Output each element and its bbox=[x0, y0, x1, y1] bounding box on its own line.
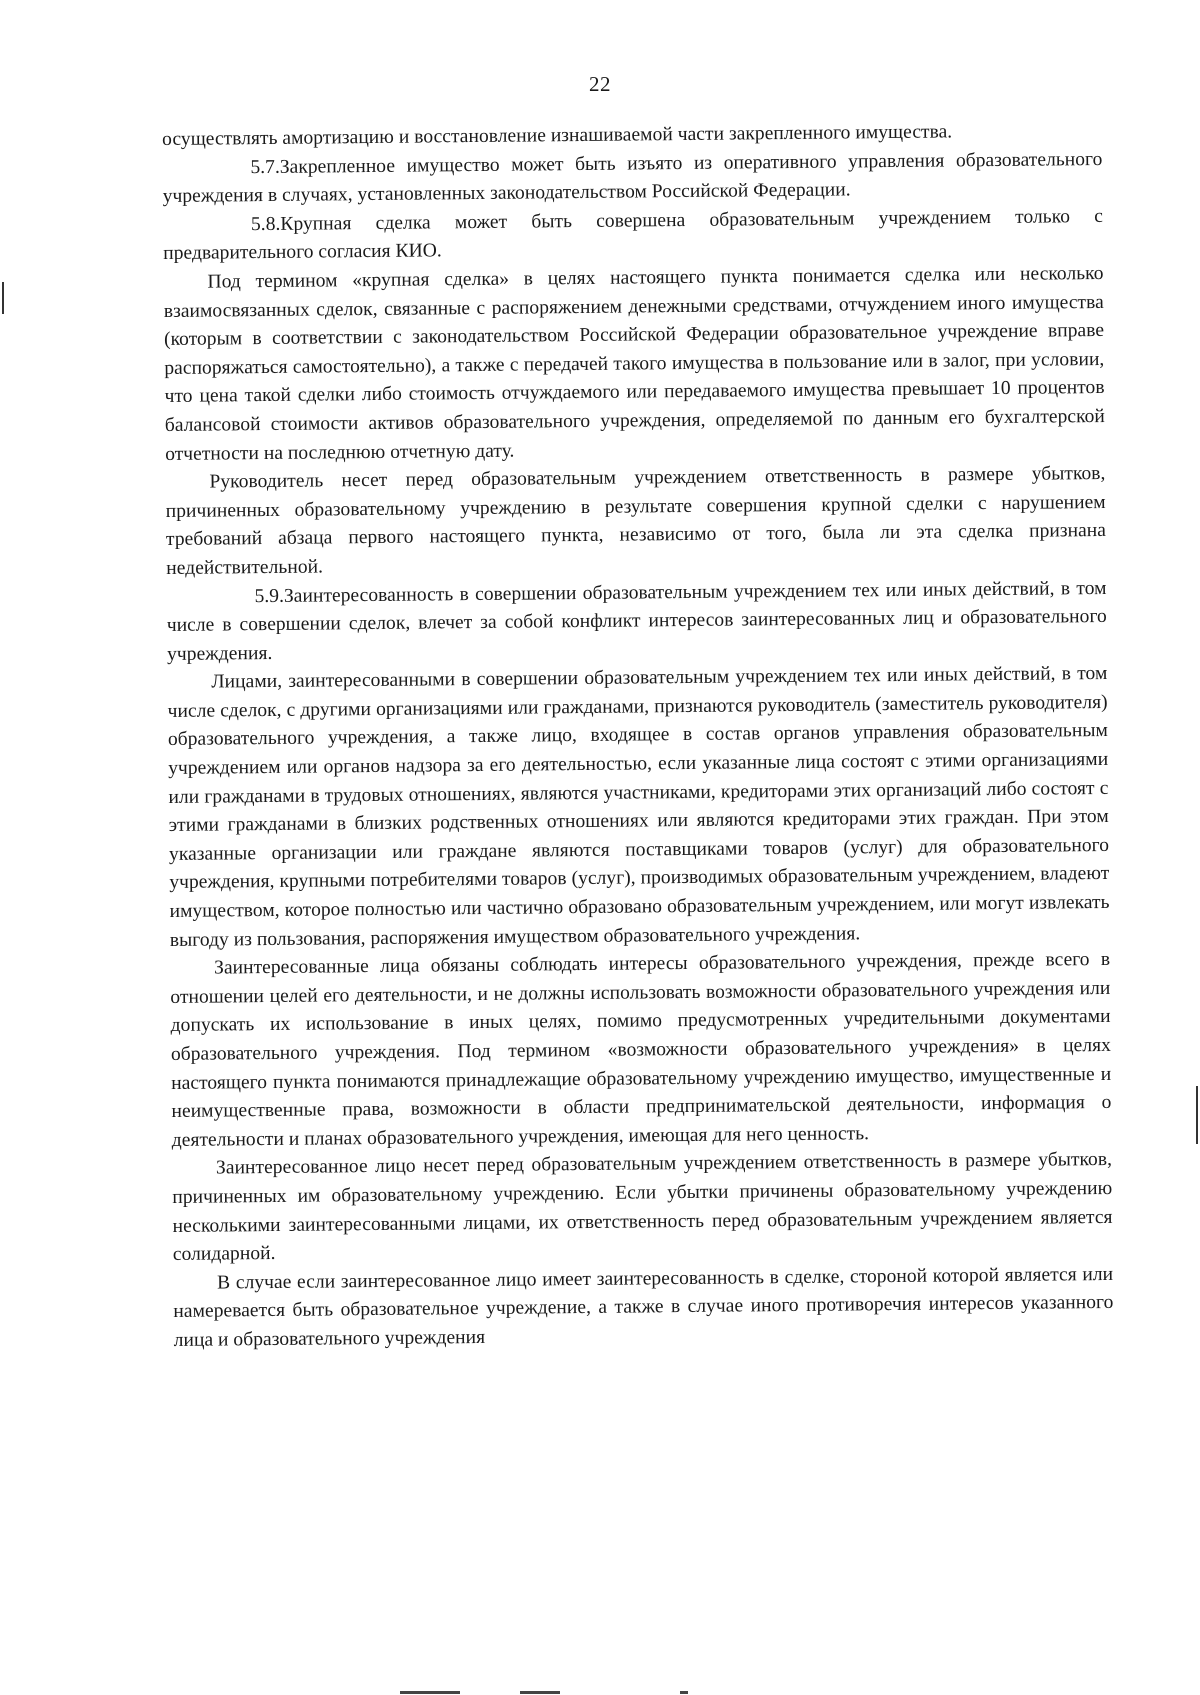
scan-artifact-right bbox=[1196, 1086, 1198, 1144]
paragraph-text: Закрепленное имущество может быть изъято из оперативного управления образовательного учреждения в случаях, установленных законодательством Российской Федерации. bbox=[162, 148, 1103, 208]
paragraph-text: Заинтересованное лицо несет перед образовательным учреждением ответственность в размере убытков, причиненных им образовательному учреждению. Если убытки причинены образовательному учреждению несколькими заинтересованными лицами, их ответственность перед образовательным учреждением является солидарной. bbox=[172, 1149, 1113, 1266]
paragraph-text: осуществлять амортизацию и восстановление изнашиваемой части закрепленного имущества. bbox=[162, 121, 953, 150]
paragraph-text: В случае если заинтересованное лицо имеет заинтересованность в сделке, стороной которой является или намеревается быть образовательное учреждение, а также в случае иного противоречия интересов указанного лица и образовательного учреждения bbox=[173, 1263, 1114, 1351]
paragraph-conflict-case bbox=[173, 1261, 1114, 1356]
paragraph-interested-liability bbox=[172, 1146, 1113, 1269]
paragraph-5-7 bbox=[162, 146, 1103, 212]
page-number: 22 bbox=[589, 72, 611, 96]
paragraph-text: Под термином «крупная сделка» в целях настоящего пункта понимается сделка или несколько взаимосвязанных сделок, связанные с распоряжением денежными средствами, отчуждением иного имущества (которым в соответствии с законодательством Российской Федерации образовательное учреждение вправе распоряжаться самостоятельно), а также с передачей такого имущества в пользование или в залог, при условии, что цена такой сделки либо стоимость отчуждаемого или передаваемого имущества превышает 10 процентов балансовой стоимости активов образовательного учреждения, определяемой по данным его бухгалтерской отчетности на последнюю отчетную дату. bbox=[163, 262, 1105, 465]
paragraph-major-deal-definition bbox=[163, 260, 1105, 469]
paragraph-text: Заинтересованность в совершении образовательным учреждением тех или иных действий, в том числе в совершении сделок, влечет за собой конфликт интересов заинтересованных лиц и образовательного учреждения. bbox=[166, 577, 1107, 665]
paragraph-text: Руководитель несет перед образовательным учреждением ответственность в размере убытков, причиненных образовательному учреждению в результате совершения крупной сделки с нарушением требований абзаца первого настоящего пункта, независимо от того, была ли эта сделка признана недействительной. bbox=[165, 463, 1107, 579]
scan-artifact-bottom bbox=[400, 1689, 750, 1695]
paragraph-5-8 bbox=[163, 203, 1104, 269]
scan-artifact-left bbox=[2, 282, 4, 314]
clause-number: 5.7. bbox=[250, 156, 280, 178]
paragraph-text: Крупная сделка может быть совершена образовательным учреждением только с предварительного согласия КИО. bbox=[163, 205, 1104, 265]
document-body bbox=[162, 117, 1114, 1355]
paragraph-5-9 bbox=[166, 574, 1107, 669]
paragraph-text: Заинтересованные лица обязаны соблюдать интересы образовательного учреждения, прежде всего в отношении целей его деятельности, и не должны использовать возможности образовательного учреждения или допускать их использование в иных целях, помимо предусмотренных учредительными документами образовательного учреждения. Под термином «возможности образовательного учреждения» в целях настоящего пункта понимаются принадлежащие образовательному учреждению имущество, имущественные и неимущественные права, возможности в области предпринимательской деятельности, информация о деятельности и планах образовательного учреждения, имеющая для него ценность. bbox=[170, 949, 1112, 1151]
paragraph-director-liability bbox=[165, 460, 1106, 583]
clause-number: 5.8. bbox=[250, 213, 281, 235]
paragraph-text: Лицами, заинтересованными в совершении образовательным учреждением тех или иных действий, в том числе сделок, с другими организациями или гражданами, признаются руководитель (заместитель руководителя) образовательного учреждения, а также лицо, входящее в состав органов управления образовательным учреждением или органов надзора за его деятельностью, если указанные лица состоят с этими организациями или гражданами в трудовых отношениях, являются участниками, кредиторами этих организаций либо состоят с этими гражданами в близких родственных отношениях или являются кредиторами этих граждан. При этом указанные организации или граждане являются поставщиками товаров (услуг) для образовательного учреждения, крупными потребителями товаров (услуг), производимых образовательным учреждением, владеют имуществом, которое полностью или частично образовано образовательным учреждением, или могут извлекать выгоду из пользования, распоряжения имуществом образовательного учреждения. bbox=[167, 663, 1110, 951]
paragraph-interested-persons bbox=[167, 660, 1110, 955]
clause-number: 5.9. bbox=[254, 585, 285, 607]
paragraph-interested-obligations bbox=[170, 946, 1112, 1155]
